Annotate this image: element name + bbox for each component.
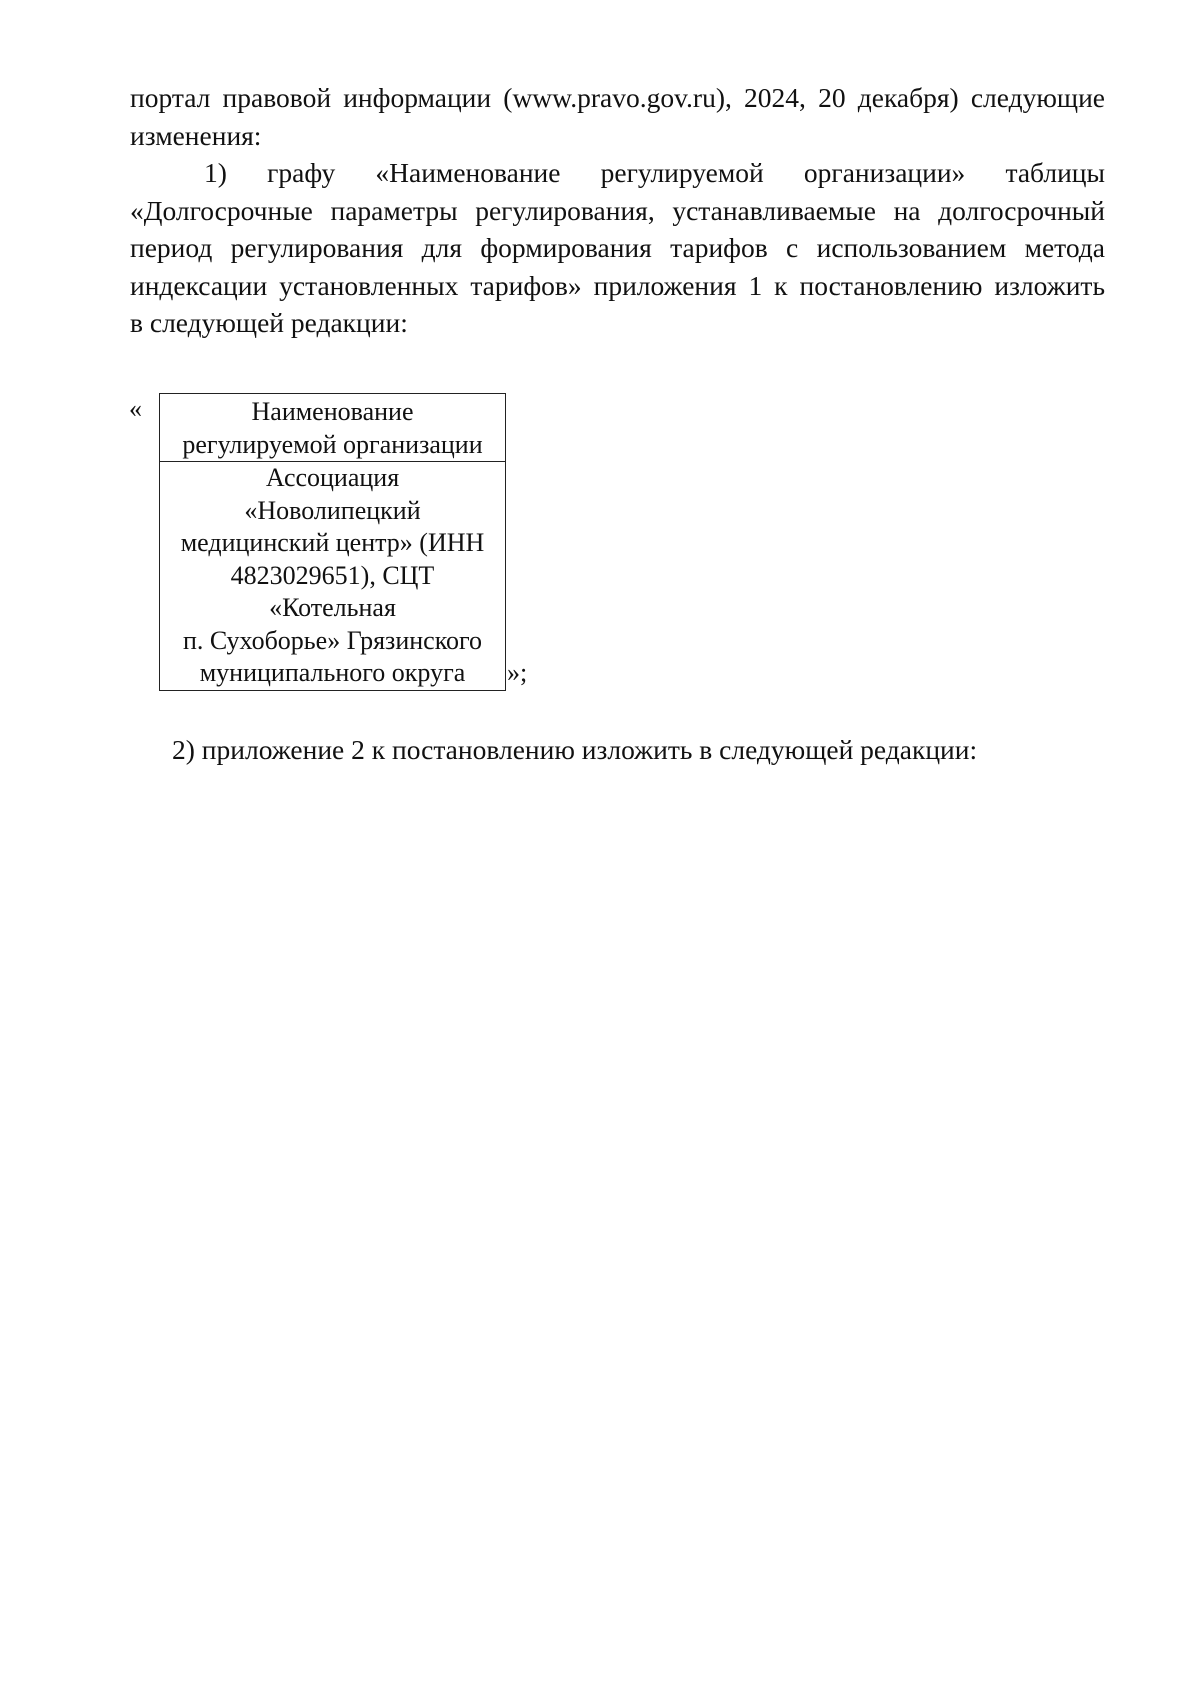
table-header-cell xyxy=(160,394,505,462)
table-header-line: Наименование xyxy=(251,397,414,426)
paragraph-item-1-line-1: 1) графу «Наименование регулируемой организации» таблицы xyxy=(204,157,1105,188)
table-body-line: «Новолипецкий xyxy=(244,495,421,525)
table-body-cell xyxy=(160,462,505,690)
table-body-line: муниципального округа xyxy=(199,658,466,687)
table-body-line: «Котельная xyxy=(269,593,396,622)
paragraph-item-1-line-4: индексации установленных тарифов» приложения 1 к постановлению изложить xyxy=(130,269,1105,301)
opening-quote: « xyxy=(129,394,142,423)
paragraph-item-1-line-2: «Долгосрочные параметры регулирования, устанавливаемые на долгосрочный xyxy=(130,194,1105,226)
paragraph-item-1-line-5: в следующей редакции: xyxy=(130,307,408,338)
table-header-line: регулируемой организации xyxy=(182,429,483,459)
closing-quote: »; xyxy=(507,658,528,687)
organization-table xyxy=(159,393,506,691)
table-body-line: Ассоциация xyxy=(265,463,400,492)
paragraph-item-1 xyxy=(130,154,1105,342)
table-body-line: п. Сухоборье» Грязинского xyxy=(182,625,483,655)
paragraph-intro: портал правовой информации (www.pravo.gov.ru), 2024, 20 декабря) следующие изменения: xyxy=(130,82,1105,151)
table-body-line: 4823029651), СЦТ xyxy=(230,560,435,590)
paragraph-item-2: 2) приложение 2 к постановлению изложить в следующей редакции: xyxy=(172,734,978,765)
paragraph-item-1-line-3: период регулирования для формирования тарифов с использованием метода xyxy=(130,232,1105,263)
table-body-line: медицинский центр» (ИНН xyxy=(180,528,485,557)
